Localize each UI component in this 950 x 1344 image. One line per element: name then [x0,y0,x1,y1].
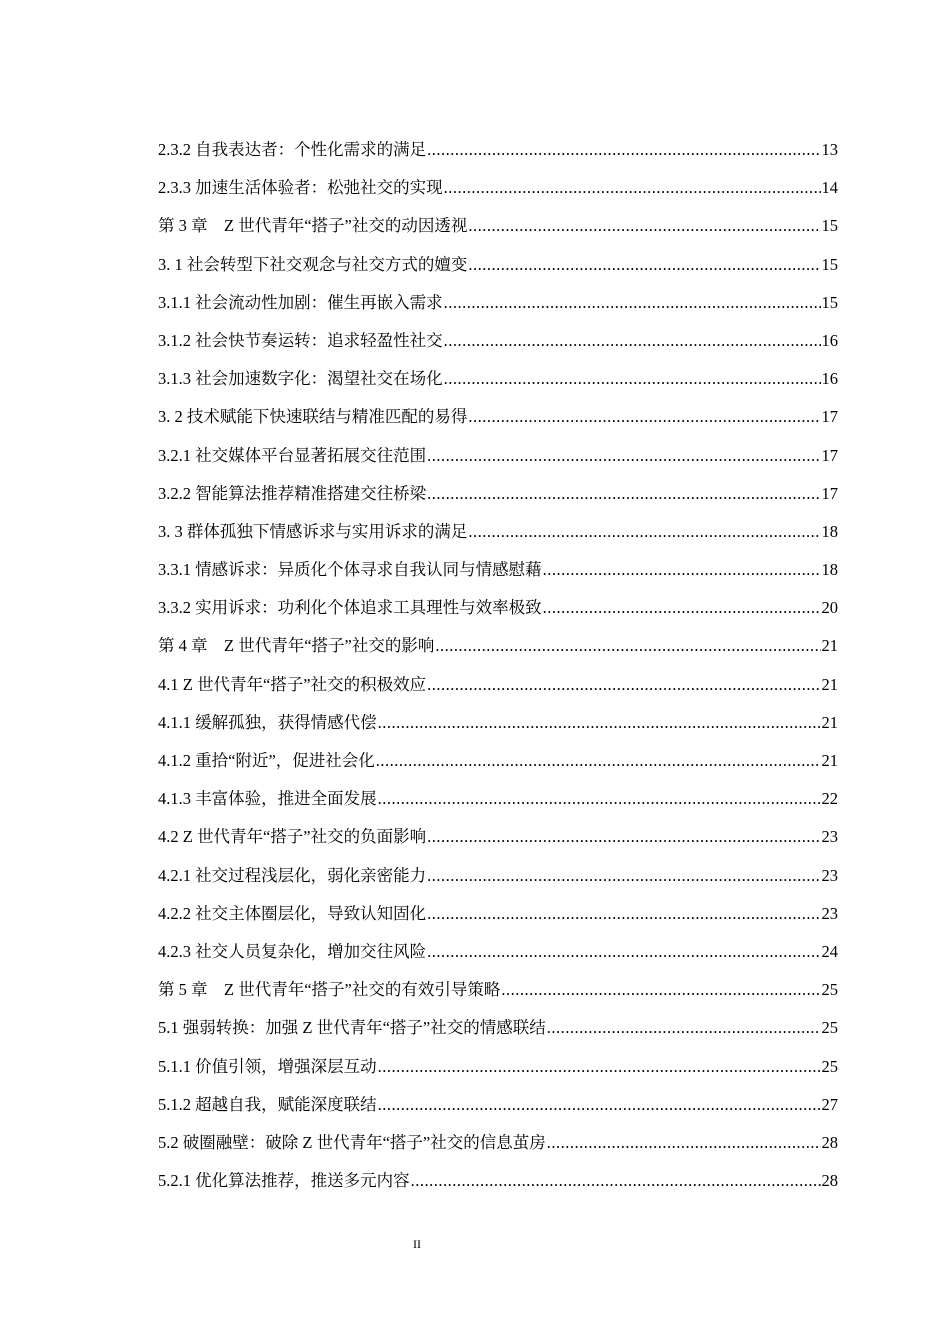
toc-entry-page-number: 21 [821,751,838,770]
toc-entry-title: 5.1.1 价值引领，增强深层互动 [158,1056,377,1076]
toc-entry-page-number: 28 [821,1171,838,1191]
toc-entry[interactable] [158,207,838,245]
toc-entry-title: 4.1.1 缓解孤独，获得情感代偿 [158,712,377,732]
toc-entry-title: 4.1 Z 世代青年“搭子”社交的积极效应 [158,674,427,694]
toc-entry-page-number: 22 [821,789,838,809]
toc-entry[interactable] [158,1124,838,1162]
toc-entry[interactable] [158,1009,838,1047]
toc-entry-page-number: 25 [821,1018,838,1038]
toc-entry-page-number: 13 [821,140,838,159]
toc-entry-page-number: 21 [821,636,838,656]
toc-entry-title: 3.1.1 社会流动性加剧：催生再嵌入需求 [158,292,443,312]
toc-entry-title: 5.1 强弱转换：加强 Z 世代青年“搭子”社交的情感联结 [158,1018,546,1038]
toc-entry-page-number: 18 [821,521,838,541]
toc-entry-title: 2.3.3 加速生活体验者：松弛社交的实现 [158,178,443,198]
toc-entry[interactable] [158,284,838,322]
toc-dot-leader [547,1124,821,1162]
toc-entry-title: 4.2 Z 世代青年“搭子”社交的负面影响 [158,827,427,847]
toc-entry-title: 5.1.2 超越自我，赋能深度联结 [158,1094,377,1114]
toc-dot-leader [444,322,821,360]
toc-dot-leader [468,398,820,436]
toc-entry[interactable] [158,895,838,933]
toc-dot-leader [427,475,820,513]
toc-dot-leader [378,1086,821,1124]
toc-entry[interactable] [158,551,838,589]
toc-entry[interactable] [158,475,838,513]
toc-entry-title: 4.2.3 社交人员复杂化，增加交往风险 [158,941,427,961]
toc-entry[interactable] [158,818,838,856]
toc-dot-leader [501,971,820,1009]
toc-entry[interactable] [158,666,838,704]
toc-entry-page-number: 23 [821,903,838,923]
toc-entry[interactable] [158,131,838,169]
toc-entry-title: 第 3 章 Z 世代青年“搭子”社交的动因透视 [158,216,468,236]
toc-entry-page-number: 24 [821,941,838,961]
toc-dot-leader [444,360,821,398]
toc-entry[interactable] [158,1086,838,1124]
toc-entry-title: 4.2.2 社交主体圈层化，导致认知固化 [158,903,427,923]
toc-entry-title: 3.1.3 社会加速数字化：渴望社交在场化 [158,369,443,389]
toc-dot-leader [427,666,820,704]
table-of-contents [158,131,838,1200]
toc-entry-page-number: 28 [821,1132,838,1152]
toc-entry-title: 2.3.2 自我表达者：个性化需求的满足 [158,140,427,159]
toc-entry[interactable] [158,169,838,207]
toc-entry[interactable] [158,933,838,971]
toc-entry-page-number: 17 [821,407,838,427]
toc-entry-title: 4.1.3 丰富体验，推进全面发展 [158,789,377,809]
toc-entry[interactable] [158,971,838,1009]
toc-dot-leader [435,627,820,665]
toc-entry-page-number: 15 [821,254,838,274]
toc-dot-leader [444,169,821,207]
toc-entry[interactable] [158,1162,838,1200]
toc-entry-title: 第 5 章 Z 世代青年“搭子”社交的有效引导策略 [158,980,501,1000]
toc-entry[interactable] [158,398,838,436]
toc-entry-title: 第 4 章 Z 世代青年“搭子”社交的影响 [158,636,435,656]
toc-entry-page-number: 21 [821,674,838,694]
toc-entry-title: 5.2 破圈融壁：破除 Z 世代青年“搭子”社交的信息茧房 [158,1132,546,1152]
toc-entry-title: 3. 1 社会转型下社交观念与社交方式的嬗变 [158,254,468,274]
toc-entry-title: 3.1.2 社会快节奏运转：追求轻盈性社交 [158,330,443,350]
toc-entry-title: 4.1.2 重拾“附近”，促进社会化 [158,751,375,770]
toc-entry[interactable] [158,742,838,780]
toc-entry-page-number: 25 [821,980,838,1000]
toc-entry-title: 3.2.2 智能算法推荐精准搭建交往桥梁 [158,483,427,503]
toc-entry-title: 3.2.1 社交媒体平台显著拓展交往范围 [158,445,427,465]
toc-entry-page-number: 23 [821,865,838,885]
toc-entry-title: 3. 3 群体孤独下情感诉求与实用诉求的满足 [158,521,468,541]
toc-entry-page-number: 16 [821,330,838,350]
toc-entry[interactable] [158,437,838,475]
toc-dot-leader [547,1009,821,1047]
toc-dot-leader [427,933,820,971]
toc-dot-leader [427,818,820,856]
toc-entry-page-number: 15 [821,216,838,236]
toc-entry-page-number: 14 [821,178,838,198]
toc-entry-title: 5.2.1 优化算法推荐，推送多元内容 [158,1171,410,1191]
toc-entry-page-number: 17 [821,483,838,503]
toc-dot-leader [468,207,820,245]
toc-entry[interactable] [158,704,838,742]
toc-entry-page-number: 27 [821,1094,838,1114]
toc-entry[interactable] [158,1048,838,1086]
toc-dot-leader [444,284,821,322]
toc-dot-leader [378,1048,821,1086]
toc-entry[interactable] [158,513,838,551]
toc-entry-page-number: 23 [821,827,838,847]
toc-entry-page-number: 21 [821,712,838,732]
toc-entry[interactable] [158,322,838,360]
toc-entry-title: 3.3.1 情感诉求：异质化个体寻求自我认同与情感慰藉 [158,560,542,580]
toc-entry[interactable] [158,360,838,398]
toc-entry-title: 3. 2 技术赋能下快速联结与精准匹配的易得 [158,407,468,427]
toc-entry[interactable] [158,589,838,627]
toc-entry[interactable] [158,246,838,284]
toc-entry-title: 4.2.1 社交过程浅层化，弱化亲密能力 [158,865,427,885]
toc-dot-leader [378,704,821,742]
toc-entry-page-number: 25 [821,1056,838,1076]
toc-entry-title: 3.3.2 实用诉求：功利化个体追求工具理性与效率极致 [158,598,542,618]
toc-entry-page-number: 16 [821,369,838,389]
toc-entry[interactable] [158,857,838,895]
toc-dot-leader [468,513,820,551]
toc-dot-leader [427,131,820,169]
toc-entry-page-number: 18 [821,560,838,580]
toc-dot-leader [411,1162,821,1200]
toc-entry-page-number: 17 [821,445,838,465]
toc-dot-leader [543,551,821,589]
toc-dot-leader [427,895,820,933]
toc-dot-leader [543,589,821,627]
toc-dot-leader [427,857,820,895]
toc-dot-leader [468,246,820,284]
toc-entry[interactable] [158,780,838,818]
toc-entry-page-number: 15 [821,292,838,312]
toc-dot-leader [427,437,820,475]
toc-dot-leader [378,780,821,818]
toc-dot-leader [376,742,821,780]
page-number: II [413,1237,421,1251]
toc-entry-page-number: 20 [821,598,838,618]
toc-entry[interactable] [158,627,838,665]
